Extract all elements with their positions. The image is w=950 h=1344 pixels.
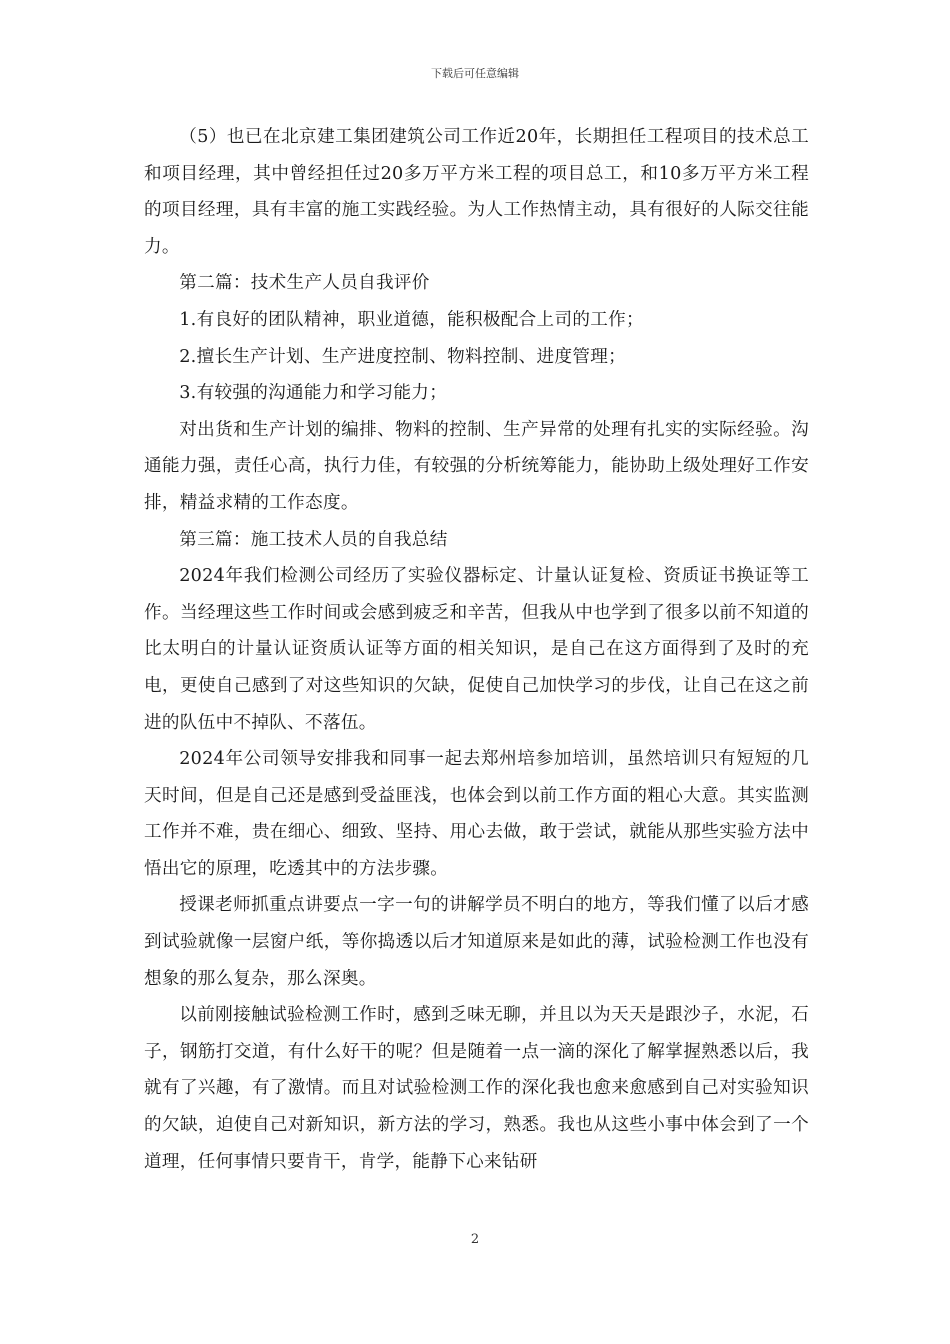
paragraph-6: 以前刚接触试验检测工作时，感到乏味无聊，并且以为天天是跟沙子，水泥，石子，钢筋打交道，有什么好干的呢？但是随着一点一滴的深化了解掌握熟悉以后，我就有了兴趣，有了激情。而且对试验检测工作的深化我也愈来愈感到自己对实验知识的欠缺，迫使自己对新知识，新方法的学习，熟悉。我也从这些小事中体会到了一个道理，任何事情只要肯干，肯学，能静下心来钻研 <box>144 1005 809 1172</box>
paragraph-2: 对出货和生产计划的编排、物料的控制、生产异常的处理有扎实的实际经验。沟通能力强，责任心高，执行力佳，有较强的分析统筹能力，能协助上级处理好工作安排，精益求精的工作态度。 <box>144 419 809 513</box>
paragraph-3: 2024年我们检测公司经历了实验仪器标定、计量认证复检、资质证书换证等工作。当经理这些工作时间或会感到疲乏和辛苦，但我从中也学到了很多以前不知道的比太明白的计量认证资质认证等方面的相关知识，是自己在这方面得到了及时的充电，更使自己感到了对这些知识的欠缺，促使自己加快学习的步伐，让自己在这之前进的队伍中不掉队、不落伍。 <box>144 566 809 733</box>
page-number: 2 <box>470 1232 480 1247</box>
section-heading-3: 第三篇：施工技术人员的自我总结 <box>179 529 448 550</box>
section-heading-2: 第二篇：技术生产人员自我评价 <box>179 273 430 294</box>
list-item-1: 1.有良好的团队精神，职业道德，能积极配合上司的工作； <box>179 309 644 330</box>
document-body <box>144 119 809 1180</box>
paragraph-1: （5）也已在北京建工集团建筑公司工作近20年，长期担任工程项目的技术总工和项目经理，其中曾经担任过20多万平方米工程的项目总工，和10多万平方米工程的项目经理，具有丰富的施工实践经验。为人工作热情主动，具有很好的人际交往能力。 <box>144 127 809 257</box>
paragraph-5: 授课老师抓重点讲要点一字一句的讲解学员不明白的地方，等我们懂了以后才感到试验就像一层窗户纸，等你捣透以后才知道原来是如此的薄，试验检测工作也没有想象的那么复杂，那么深奥。 <box>144 895 809 989</box>
list-item-2: 2.擅长生产计划、生产进度控制、物料控制、进度管理； <box>179 346 627 367</box>
page-header: 下载后可任意编辑 <box>431 67 519 80</box>
paragraph-4: 2024年公司领导安排我和同事一起去郑州培参加培训，虽然培训只有短短的几天时间，但是自己还是感到受益匪浅，也体会到以前工作方面的粗心大意。其实监测工作并不难，贵在细心、细致、坚持、用心去做，敢于尝试，就能从那些实验方法中悟出它的原理，吃透其中的方法步骤。 <box>144 749 809 879</box>
list-item-3: 3.有较强的沟通能力和学习能力； <box>179 383 448 404</box>
